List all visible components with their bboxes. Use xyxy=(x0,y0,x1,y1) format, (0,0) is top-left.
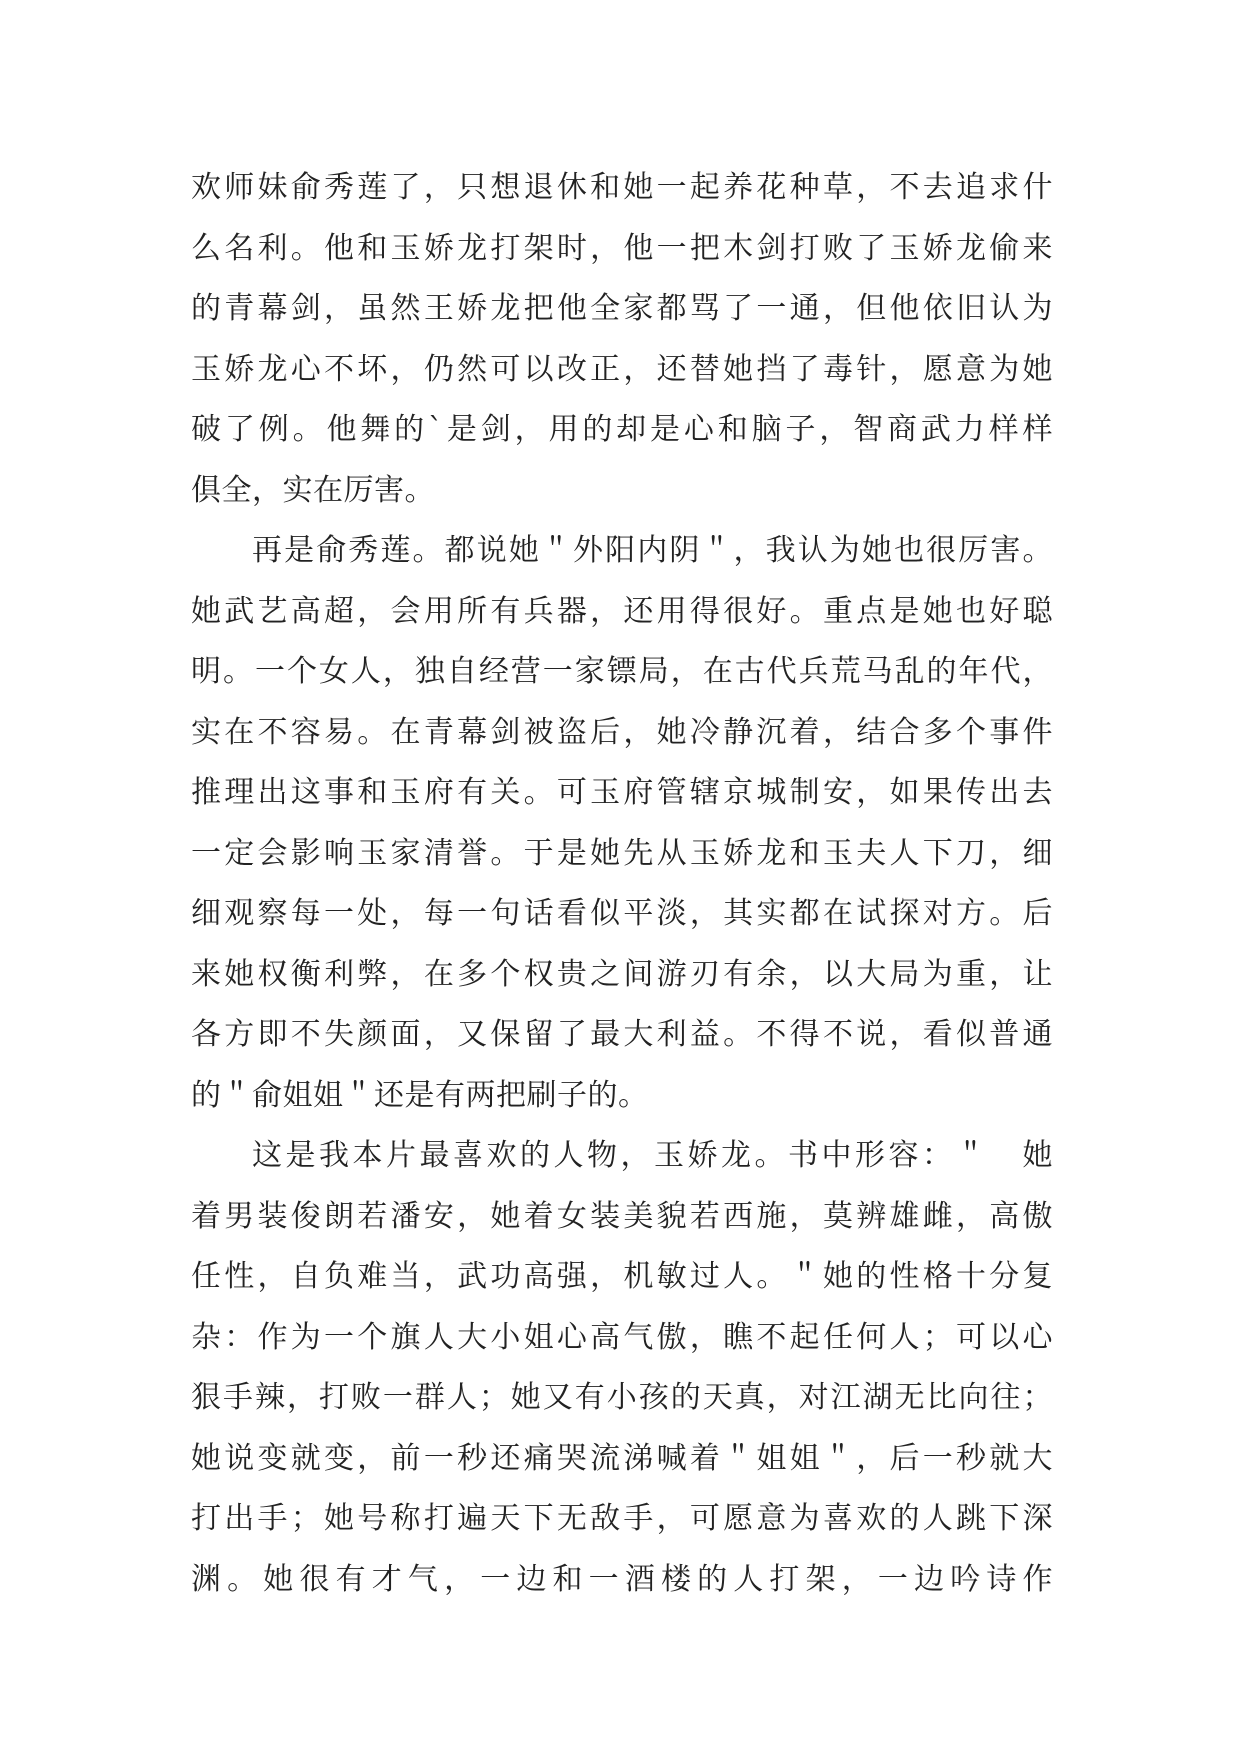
text-line: 来她权衡利弊，在多个权贵之间游刃有余，以大局为重，让 xyxy=(191,956,1053,992)
text-line: 的青幕剑，虽然王娇龙把他全家都骂了一通，但他依旧认为 xyxy=(191,291,1053,326)
text-line: 破了例。他舞的`是剑，用的却是心和脑子，智商武力样样 xyxy=(191,412,1053,447)
paragraph xyxy=(191,158,1053,521)
text-line: 的＂俞姐姐＂还是有两把刷子的。 xyxy=(191,1077,649,1113)
text-line: 玉娇龙心不坏，仍然可以改正，还替她挡了毒针，愿意为她 xyxy=(191,351,1053,387)
text-line: 任性，自负难当，武功高强，机敏过人。＂她的性格十分复 xyxy=(191,1259,1053,1294)
text-line: 渊。她很有才气，一边和一酒楼的人打架，一边吟诗作 xyxy=(191,1561,1053,1597)
text-line: 明。一个女人，独自经营一家镖局，在古代兵荒马乱的年代， xyxy=(191,654,1053,689)
document-body xyxy=(191,158,1053,1610)
text-line: 实在不容易。在青幕剑被盗后，她冷静沉着，结合多个事件 xyxy=(191,714,1053,750)
text-line: 推理出这事和玉府有关。可玉府管辖京城制安，如果传出去 xyxy=(191,775,1053,810)
text-line: 杂：作为一个旗人大小姐心高气傲，瞧不起任何人；可以心 xyxy=(191,1319,1053,1355)
paragraph xyxy=(191,1126,1053,1610)
text-line: 这是我本片最喜欢的人物，玉娇龙。书中形容：＂ 她 xyxy=(252,1138,1053,1173)
paragraph xyxy=(191,521,1053,1126)
text-line: 狠手辣，打败一群人；她又有小孩的天真，对江湖无比向往； xyxy=(191,1380,1053,1415)
text-line: 俱全，实在厉害。 xyxy=(191,472,435,508)
text-line: 着男装俊朗若潘安，她着女装美貌若西施，莫辨雄雌，高傲 xyxy=(191,1198,1053,1234)
text-line: 再是俞秀莲。都说她＂外阳内阴＂，我认为她也很厉害。 xyxy=(252,533,1053,568)
text-line: 她说变就变，前一秒还痛哭流涕喊着＂姐姐＂，后一秒就大 xyxy=(191,1440,1053,1476)
text-line: 欢师妹俞秀莲了，只想退休和她一起养花种草，不去追求什 xyxy=(191,170,1053,205)
text-line: 她武艺高超，会用所有兵器，还用得很好。重点是她也好聪 xyxy=(191,593,1053,629)
text-line: 么名利。他和玉娇龙打架时，他一把木剑打败了玉娇龙偷来 xyxy=(191,230,1053,266)
text-line: 一定会影响玉家清誉。于是她先从玉娇龙和玉夫人下刀，细 xyxy=(191,835,1053,871)
text-line: 打出手；她号称打遍天下无敌手，可愿意为喜欢的人跳下深 xyxy=(191,1501,1053,1536)
text-line: 各方即不失颜面，又保留了最大利益。不得不说，看似普通 xyxy=(191,1017,1053,1052)
text-line: 细观察每一处，每一句话看似平淡，其实都在试探对方。后 xyxy=(191,896,1053,931)
